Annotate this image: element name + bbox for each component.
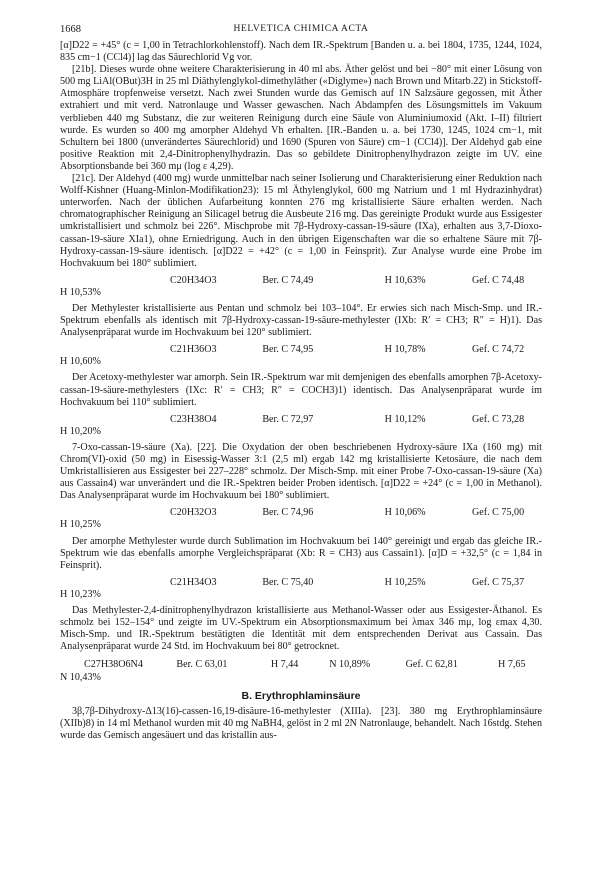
calc-h: H 10,25% [384, 576, 426, 588]
elemental-analysis [60, 414, 542, 438]
article-body [60, 40, 542, 742]
paragraph: 7-Oxo-cassan-19-säure (Xa). [22]. Die Oxydation der oben beschriebenen Hydroxy-säure IXa (160 mg) mit Chrom(VI)-oxid (50 mg) in Eisessig-Wasser 3:1 (2,5 ml) ergab 142 mg kristallisierte Ketosäure, die nach dem Umkristallisieren aus Essigester bei 227–228° schmolz. Der Misch-Smp. mit einer Probe 7-Oxo-cassan-19-säure (Xa) aus Cassain4) war unverändert und die IR.-Spektren beider Proben identisch. [α]D22 = +24° (c = 1,00 in Methanol). Das Analysenpräparat wurde im Hochvakuum bei 180° sublimiert. [60, 441, 542, 502]
formula: C20H32O3 [170, 507, 217, 519]
found-c: Gef. C 75,37 [471, 576, 525, 588]
found-h: H 10,25% [60, 519, 101, 531]
found-c: Gef. C 74,72 [471, 344, 525, 356]
paragraph: 3β,7β-Dihydroxy-Δ13(16)-cassen-16,19-disäure-16-methylester (XIIIa). [23]. 380 mg Erythrophlaminsäure (XIIb)8) in 14 ml Methanol wurden mit 40 mg NaBH4, gelöst in 2 ml 2N Natronlauge, behandelt. Nach 16stdg. Stehen wurde das Gemisch angesäuert und das kristallin aus- [60, 705, 542, 741]
journal-title: HELVETICA CHIMICA ACTA [233, 24, 369, 34]
found-c: Gef. C 73,28 [471, 413, 525, 425]
found-n: N 10,43% [60, 671, 101, 683]
found-h: H 7,65 [498, 659, 526, 671]
calc-c: Ber. C 74,96 [262, 507, 314, 519]
found-h: H 10,20% [60, 425, 101, 437]
paragraph: Das Methylester-2,4-dinitrophenylhydrazon kristallisierte aus Methanol-Wasser oder aus Essigester-Äthanol. Es schmolz bei 152–154° und zeigte im UV.-Spektrum ein Absorptionsmaximum bei λmax 346 mμ, log εmax 4,30. Misch-Smp. und IR.-Spektrum bestätigten die Identität mit dem entsprechenden Derivat aus Cassain. Das Analysenpräparat wurde 24 Std. im Hochvakuum bei 80° getrocknet. [60, 605, 542, 653]
calc-h: H 10,78% [384, 344, 426, 356]
calc-c: Ber. C 75,40 [262, 576, 314, 588]
paragraph: Der Acetoxy-methylester war amorph. Sein IR.-Spektrum war mit demjenigen des ebenfalls amorphen 7β-Acetoxy-cassan-19-säure-methylesters (IXc: R′ = CH3; R″ = COCH3)1) identisch. Das Analysenpräparat wurde im Hochvakuum bei 110° sublimiert. [60, 372, 542, 408]
calc-c: Ber. C 74,49 [262, 274, 314, 286]
calc-h: H 10,12% [384, 413, 426, 425]
formula: C27H38O6N4 [84, 659, 143, 671]
calc-h: H 10,63% [384, 274, 426, 286]
paragraph: [21b]. Dieses wurde ohne weitere Charakterisierung in 40 ml abs. Äther gelöst und bei −80° mit einer Lösung von 500 mg LiAl(OBut)3H in 25 ml Diäthylenglykol-dimethyläther («Diglyme») nach Brown und Mitarb.22) in Stickstoff-Atmosphäre tropfenweise versetzt. Nach zwei Stunden wurde das Gemisch auf 1N Salzsäure gegossen, mit Äther extrahiert und mit verd. Natronlauge und Wasser gewaschen. Nach Abdampfen des Lösungsmittels im Vakuum verblieben 440 mg Substanz, die zur weiteren Reinigung durch eine Säule von Aluminiumoxid (Akt. I–II) filtriert wurde. Es wurden so 400 mg amorpher Aldehyd Vh erhalten. [IR.-Banden u. a. bei 1730, 1245, 1024 cm−1, mit Schultern bei 1800 (unverändertes Säurechlorid) und 1690 (Spuren von Säure) cm−1 (CCl4)]. Der Aldehyd gab eine positive Reaktion mit 2,4-Dinitrophenylhydrazin. Das so gebildete Dinitrophenylhydrazon zeigte im UV. eine Absorptionsbande bei 360 mμ (log ε 4,29). [60, 64, 543, 172]
found-c: Gef. C 75,00 [471, 507, 525, 519]
found-c: Gef. C 74,48 [471, 274, 525, 286]
page-number: 1668 [60, 24, 81, 35]
formula: C20H34O3 [170, 274, 217, 286]
found-c: Gef. C 62,81 [405, 659, 458, 671]
paragraph: [21c]. Der Aldehyd (400 mg) wurde unmittelbar nach seiner Isolierung und Charakterisierung einer Reduktion nach Wolff-Kishner (Huang-Minlon-Modifikation23): 15 ml Äthylenglykol, 600 mg Natrium und 1 ml Hydrazinhydrat) unterworfen. Nach der üblichen Aufarbeitung konnten 276 mg kristallisierte Säure erhalten werden. Nach chromatographischer Reinigung an Silicagel betrug die Ausbeute 216 mg. Das gereinigte Produkt wurde aus Essigester umkristallisiert und schmolz bei 226°. Mischprobe mit 7β-Hydroxy-cassan-19-säure (IXa), erhalten aus 3,7-Dioxo-cassan-19-säure XIa1), ohne Erniedrigung. Auch in den übrigen Eigenschaften war die so erhaltene Säure mit 7β-Hydroxy-cassan-19-säure identisch. [α]D22 = +42° (c = 1,00 in Feinsprit). Zur Analyse wurde eine Probe im Hochvakuum bei 180° sublimiert. [60, 173, 542, 269]
elemental-analysis [60, 275, 542, 299]
elemental-analysis [60, 659, 542, 683]
page-header [60, 24, 542, 38]
calc-c: Ber. C 74,95 [262, 344, 314, 356]
paragraph: [α]D22 = +45° (c = 1,00 in Tetrachlorkohlenstoff). Nach dem IR.-Spektrum [Banden u. a. bei 1804, 1735, 1244, 1024, 835 cm−1 (CCl4)] lag das Säurechlorid Vg vor. [60, 40, 542, 64]
elemental-analysis [60, 507, 542, 531]
found-h: H 10,60% [60, 356, 101, 368]
paragraph: Der amorphe Methylester wurde durch Sublimation im Hochvakuum bei 140° gereinigt und ergab das gleiche IR.-Spektrum wie das ebenfalls amorphe Vergleichspräparat (Xb: R = CH3) aus Cassain1). [α]D = +32,5° (c = 1,84 in Feinsprit). [60, 535, 542, 571]
calc-n: N 10,89% [329, 659, 371, 671]
calc-c: Ber. C 63,01 [176, 659, 228, 671]
calc-h: H 7,44 [270, 659, 299, 671]
paragraph: Der Methylester kristallisierte aus Pentan und schmolz bei 103–104°. Er erwies sich nach Misch-Smp. und IR.-Spektrum ebenfalls als identisch mit 7β-Hydroxy-cassan-19-säure-methylester (IXb: R′ = CH3; R″ = H)1). Das Analysenpräparat wurde im Hochvakuum bei 120° sublimiert. [60, 302, 542, 339]
found-h: H 10,53% [60, 286, 101, 298]
elemental-analysis [60, 344, 542, 368]
formula: C21H36O3 [170, 344, 217, 356]
calc-h: H 10,06% [384, 507, 426, 519]
calc-c: Ber. C 72,97 [262, 413, 314, 425]
section-heading: B. Erythrophlaminsäure [241, 689, 361, 702]
formula: C21H34O3 [170, 576, 217, 588]
formula: C23H38O4 [170, 413, 217, 425]
elemental-analysis [60, 577, 542, 601]
found-h: H 10,23% [60, 588, 101, 600]
